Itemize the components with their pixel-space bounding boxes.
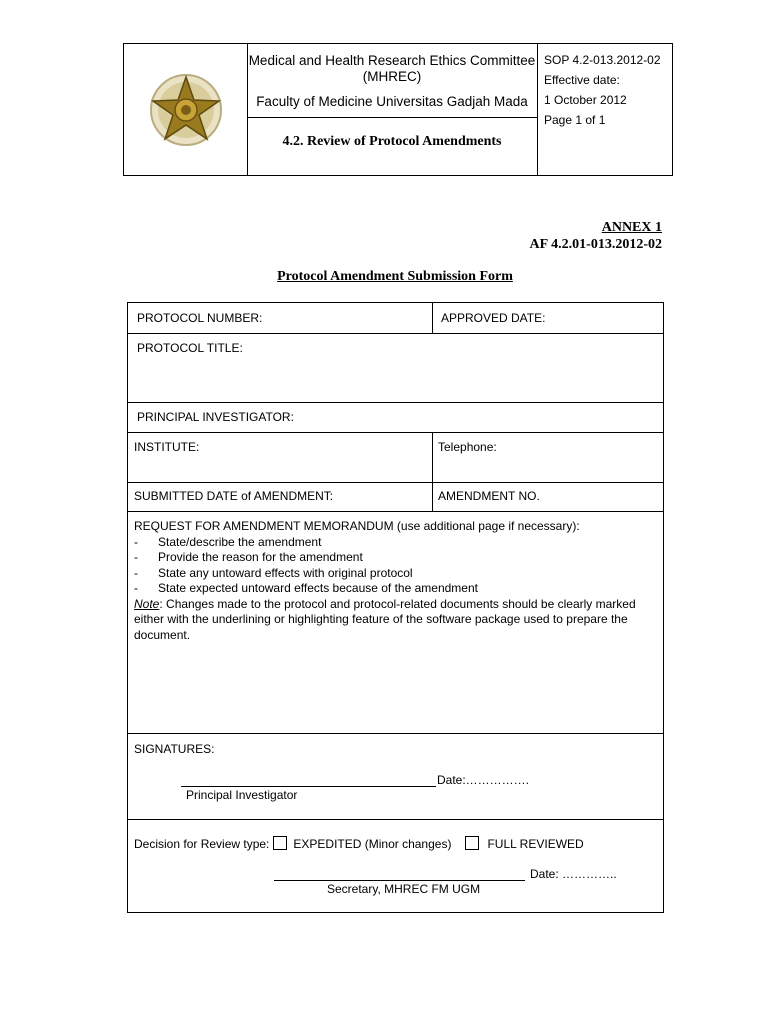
memorandum-section[interactable] [128,512,663,734]
expedited-checkbox[interactable] [273,836,287,850]
approved-date-field[interactable]: APPROVED DATE: [441,311,546,325]
section-title: 4.2. Review of Protocol Amendments [282,134,502,149]
committee-name: Medical and Health Research Ethics Committee [248,53,536,68]
memo-list-item: - Provide the reason for the amendment [134,550,363,564]
note-label: Note [134,596,160,611]
protocol-title-field[interactable]: PROTOCOL TITLE: [137,341,243,355]
pi-date-label: Date:……………. [437,773,530,787]
secretary-signature-line[interactable] [274,880,525,881]
university-seal-icon [124,44,247,175]
protocol-number-row [128,303,663,334]
annex-title: ANNEX 1 [601,220,662,235]
protocol-number-field[interactable]: PROTOCOL NUMBER: [137,311,263,325]
document-header [123,43,673,176]
note-text: : Changes made to the protocol and protocol-related documents should be clearly marked either with the underlining or highlighting feature of the software package used to prepare the document. [134,596,636,642]
expedited-label: EXPEDITED (Minor changes) [293,837,452,851]
protocol-title-row [128,334,663,403]
memo-list-item: - State any untoward effects with original protocol [134,565,413,580]
secretary-date-label: Date: ………….. [530,867,617,881]
telephone-field[interactable]: Telephone: [438,440,497,454]
pi-signer-label: Principal Investigator [186,788,298,802]
sop-info-cell [538,44,672,175]
faculty-name: Faculty of Medicine Universitas Gadjah Mada [256,94,528,109]
submitted-date-row [128,483,663,512]
memo-list-item: - State/describe the amendment [134,534,322,549]
header-title-cell [247,44,538,175]
decision-section [128,820,663,912]
decision-row [134,836,584,851]
page-number: Page 1 of 1 [544,113,606,127]
secretary-signer-label: Secretary, MHREC FM UGM [327,882,481,896]
signatures-heading: SIGNATURES: [134,742,215,756]
form-title: Protocol Amendment Submission Form [277,269,513,284]
committee-abbreviation: (MHREC) [362,69,422,84]
amendment-form [127,302,664,913]
full-reviewed-label: FULL REVIEWED [487,837,584,851]
effective-date: 1 October 2012 [544,93,627,107]
signatures-section [128,734,663,820]
memo-list-item: - State expected untoward effects because of the amendment [134,581,478,595]
amendment-number-field[interactable]: AMENDMENT NO. [438,489,540,503]
logo-cell [124,44,248,175]
institute-row [128,433,663,483]
full-reviewed-checkbox[interactable] [465,836,479,850]
effective-date-label: Effective date: [544,73,620,87]
memorandum-heading: REQUEST FOR AMENDMENT MEMORANDUM (use additional page if necessary): [134,519,580,533]
principal-investigator-row [128,403,663,433]
submitted-date-field[interactable]: SUBMITTED DATE of AMENDMENT: [134,489,334,503]
principal-investigator-field[interactable]: PRINCIPAL INVESTIGATOR: [137,410,294,424]
institute-field[interactable]: INSTITUTE: [134,440,200,454]
annex-block [530,219,662,253]
memo-note [134,597,654,644]
sop-number: SOP 4.2-013.2012-02 [544,53,661,67]
pi-signature-line[interactable] [181,786,436,787]
decision-label: Decision for Review type: [134,837,270,851]
annex-code: AF 4.2.01-013.2012-02 [529,237,662,252]
